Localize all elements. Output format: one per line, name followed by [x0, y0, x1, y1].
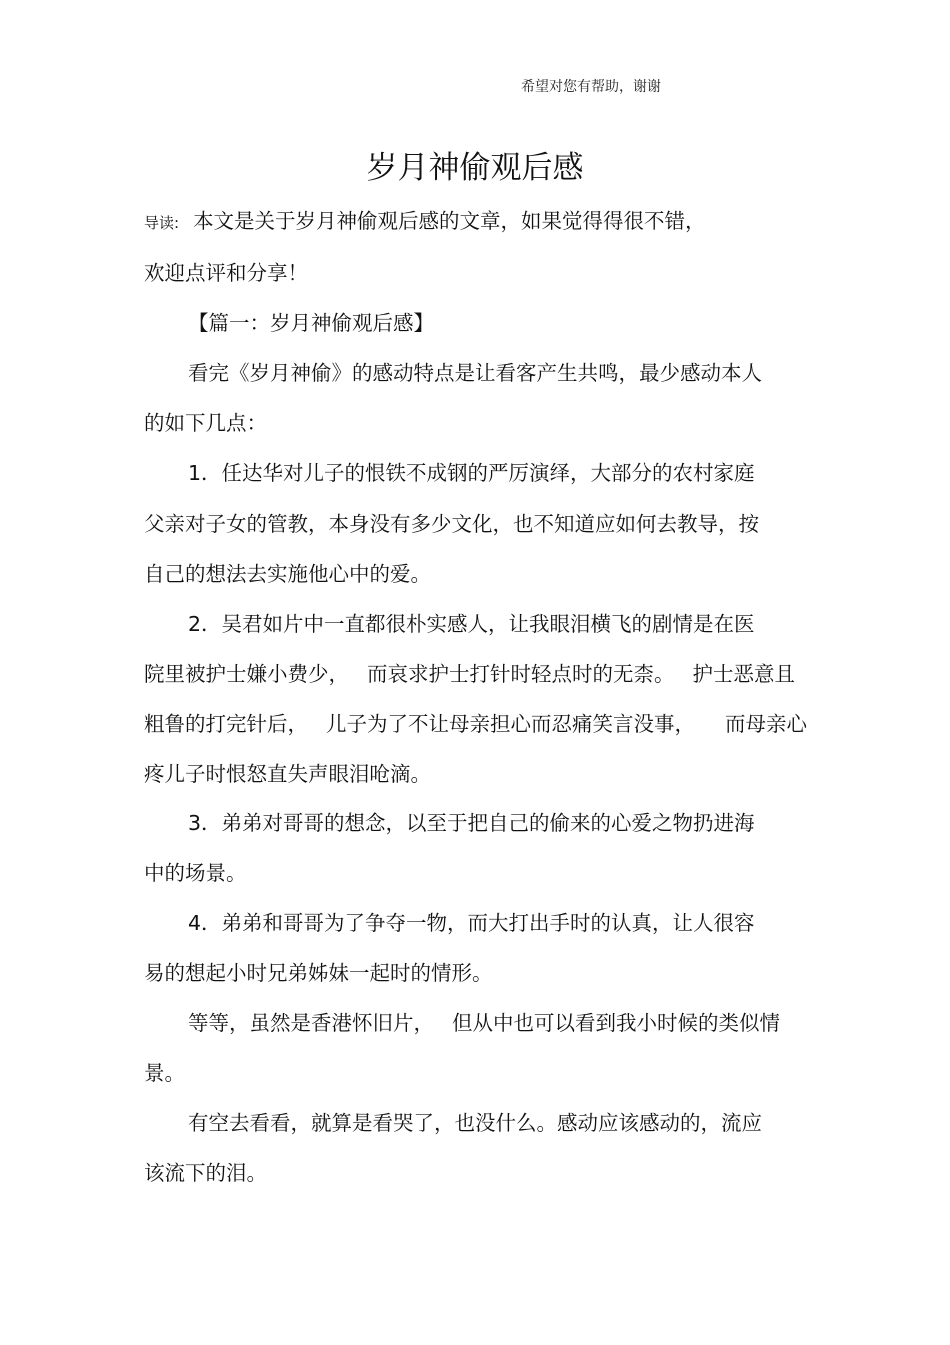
paragraph-line: 该流下的泪。 — [144, 1161, 267, 1185]
paragraph-fragment: 护士恶意且 — [692, 662, 795, 686]
paragraph-fragment: 等等，虽然是香港怀旧片， — [188, 1011, 434, 1035]
paragraph-line — [188, 1006, 780, 1036]
paragraph-fragment: 粗鲁的打完针后， — [144, 712, 308, 736]
paragraph-line — [144, 657, 795, 687]
paragraph-line: 4．弟弟和哥哥为了争夺一物，而大打出手时的认真，让人很容 — [188, 911, 755, 935]
intro-label: 导读: — [144, 214, 180, 232]
paragraph-line: 易的想起小时兄弟姊妹一起时的情形。 — [144, 961, 493, 985]
page-title: 岁月神偷观后感 — [366, 150, 584, 186]
paragraph-line: 看完《岁月神偷》的感动特点是让看客产生共鸣，最少感动本人 — [188, 361, 762, 385]
paragraph-line: 2．吴君如片中一直都很朴实感人，让我眼泪横飞的剧情是在医 — [188, 612, 755, 636]
paragraph-line: 1．任达华对儿子的恨铁不成钢的严厉演绎，大部分的农村家庭 — [188, 461, 755, 485]
paragraph-fragment: 而哀求护士打针时轻点时的无柰。 — [367, 662, 675, 686]
paragraph-line: 有空去看看，就算是看哭了，也没什么。感动应该感动的，流应 — [188, 1111, 762, 1135]
paragraph-fragment: 儿子为了不让母亲担心而忍痛笑言没事， — [326, 712, 695, 736]
paragraph-line: 父亲对子女的管教，本身没有多少文化，也不知道应如何去教导，按 — [144, 512, 759, 536]
paragraph-line: 3．弟弟对哥哥的想念，以至于把自己的偷来的心爱之物扔进海 — [188, 811, 755, 835]
paragraph-fragment: 院里被护士嫌小费少， — [144, 662, 349, 686]
section-heading: 【篇一：岁月神偷观后感】 — [188, 311, 434, 335]
header-note: 希望对您有帮助，谢谢 — [521, 79, 661, 95]
paragraph-fragment: 而母亲心 — [725, 712, 807, 736]
intro-line-2: 欢迎点评和分享！ — [144, 261, 308, 285]
paragraph-line: 的如下几点： — [144, 411, 267, 435]
intro-text-1: 本文是关于岁月神偷观后感的文章，如果觉得得很不错， — [193, 209, 706, 233]
intro-line-1 — [144, 204, 706, 234]
paragraph-line — [144, 707, 807, 737]
paragraph-line: 自己的想法去实施他心中的爱。 — [144, 562, 431, 586]
paragraph-line: 景。 — [144, 1061, 185, 1085]
paragraph-line: 疼儿子时恨怒直失声眼泪呛滴。 — [144, 762, 431, 786]
paragraph-line: 中的场景。 — [144, 861, 247, 885]
paragraph-fragment: 但从中也可以看到我小时候的类似情 — [452, 1011, 780, 1035]
